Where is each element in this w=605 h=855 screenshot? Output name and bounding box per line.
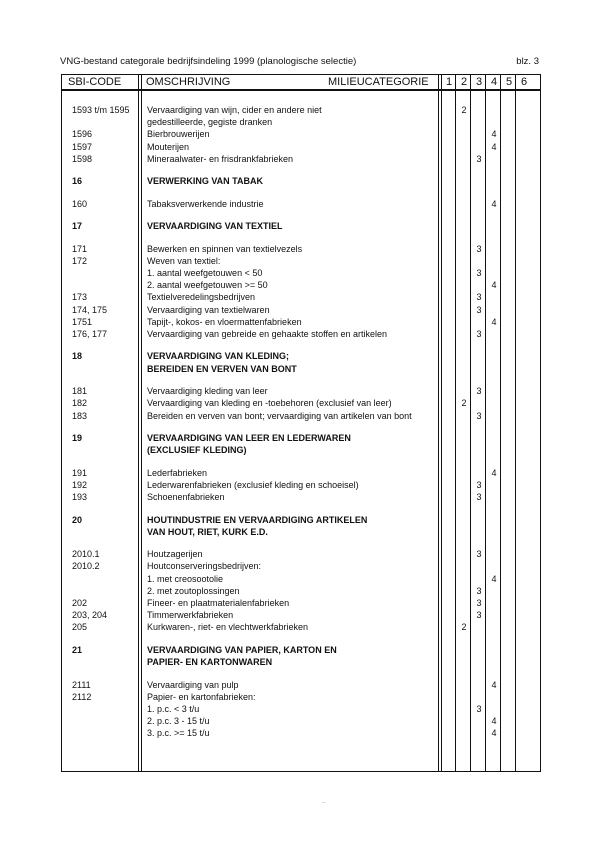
table-row xyxy=(62,279,540,291)
section-row xyxy=(62,350,540,362)
milieu-category: 4 xyxy=(491,198,497,209)
description: (EXCLUSIEF KLEDING) xyxy=(147,445,247,456)
document-title: VNG-bestand categorale bedrijfsindeling 1999 (planologische selectie) xyxy=(60,56,357,67)
sbi-code: 2111 xyxy=(72,679,91,690)
sbi-code: 202 xyxy=(72,597,88,608)
sbi-code: 181 xyxy=(72,386,88,397)
row-spacer xyxy=(62,538,540,548)
cat-header-4: 4 xyxy=(490,76,498,88)
milieu-category: 3 xyxy=(476,703,482,714)
description: 2. met zoutoplossingen xyxy=(147,585,240,596)
table-row xyxy=(62,609,540,621)
description: 3. p.c. >= 15 t/u xyxy=(147,728,210,739)
table-row xyxy=(62,679,540,691)
milieu-category: 4 xyxy=(491,316,497,327)
sbi-code: 1597 xyxy=(72,141,93,152)
description: Lederfabrieken xyxy=(147,467,208,478)
description: Bereiden en verven van bont; vervaardiging van artikelen van bont xyxy=(147,410,412,421)
sbi-code: 193 xyxy=(72,492,88,503)
sbi-code: 172 xyxy=(72,255,88,266)
row-spacer xyxy=(62,340,540,350)
milieu-category: 3 xyxy=(476,386,482,397)
sbi-code: 192 xyxy=(72,479,88,490)
description: Tabaksverwerkende industrie xyxy=(147,198,264,209)
description: 1. p.c. < 3 t/u xyxy=(147,703,200,714)
table-row xyxy=(62,715,540,727)
row-spacer xyxy=(62,375,540,385)
sbi-code: 191 xyxy=(72,467,88,478)
milieu-category: 4 xyxy=(491,280,497,291)
description: Mineraalwater- en frisdrankfabrieken xyxy=(147,153,294,164)
milieu-category: 2 xyxy=(461,105,467,115)
description: VAN HOUT, RIET, KURK E.D. xyxy=(147,526,268,537)
description: VERVAARDIGING VAN KLEDING; xyxy=(147,351,290,362)
sbi-code: 21 xyxy=(72,644,83,655)
description: Papier- en kartonfabrieken: xyxy=(147,691,256,702)
col-code-header: SBI-CODE xyxy=(68,76,122,88)
section-row xyxy=(62,432,540,444)
header-divider xyxy=(62,89,540,91)
table-row xyxy=(62,585,540,597)
milieu-category: 3 xyxy=(476,410,482,421)
table-row xyxy=(62,621,540,633)
table-row xyxy=(62,573,540,585)
cat-header-1: 1 xyxy=(445,76,453,88)
section-row xyxy=(62,514,540,526)
table-row xyxy=(62,397,540,409)
col-desc-header: OMSCHRIJVING xyxy=(146,76,231,88)
sbi-code: 20 xyxy=(72,514,83,525)
sbi-code: 16 xyxy=(72,176,83,187)
classification-table xyxy=(61,74,541,772)
milieu-category: 3 xyxy=(476,153,482,164)
table-row xyxy=(62,691,540,703)
cat-header-3: 3 xyxy=(475,76,483,88)
description: Fineer- en plaatmaterialenfabrieken xyxy=(147,597,290,608)
description: Vervaardiging van gebreide en gehaakte stoffen en artikelen xyxy=(147,329,388,339)
description: 1. met creosootolie xyxy=(147,573,224,584)
table-body xyxy=(62,104,540,739)
description: Houtconserveringsbedrijven: xyxy=(147,561,262,572)
table-row xyxy=(62,328,540,340)
sbi-code: 171 xyxy=(72,243,88,254)
sbi-code: 18 xyxy=(72,351,83,362)
milieu-category: 3 xyxy=(476,268,482,279)
description: Mouterijen xyxy=(147,141,190,152)
description: Vervaardiging van kleding en -toebehoren (exclusief van leer) xyxy=(147,398,392,409)
section-row xyxy=(62,444,540,456)
table-row xyxy=(62,255,540,267)
description: Tapijt-, kokos- en vloermattenfabrieken xyxy=(147,316,302,327)
table-row xyxy=(62,479,540,491)
sbi-code: 2112 xyxy=(72,691,92,702)
table-row xyxy=(62,410,540,422)
cat-header-2: 2 xyxy=(460,76,468,88)
table-row xyxy=(62,291,540,303)
table-row xyxy=(62,316,540,328)
milieu-category: 4 xyxy=(491,129,497,140)
table-row xyxy=(62,727,540,739)
sbi-code: 2010.2 xyxy=(72,561,100,572)
sbi-code: 203, 204 xyxy=(72,610,108,621)
milieu-category: 4 xyxy=(491,141,497,152)
page-number: blz. 3 xyxy=(516,56,539,67)
milieu-category: 4 xyxy=(491,573,497,584)
row-spacer xyxy=(62,232,540,242)
description: VERVAARDIGING VAN TEXTIEL xyxy=(147,221,283,232)
row-spacer xyxy=(62,634,540,644)
description: VERVAARDIGING VAN PAPIER, KARTON EN xyxy=(147,644,337,655)
table-row xyxy=(62,467,540,479)
sbi-code: 205 xyxy=(72,622,88,633)
section-row xyxy=(62,526,540,538)
milieu-category: 3 xyxy=(476,610,482,621)
table-row xyxy=(62,116,540,128)
section-row xyxy=(62,220,540,232)
table-row xyxy=(62,560,540,572)
sbi-code: 2010.1 xyxy=(72,549,100,560)
description: Weven van textiel: xyxy=(147,255,221,266)
table-row xyxy=(62,597,540,609)
section-row xyxy=(62,363,540,375)
description: 2. p.c. 3 - 15 t/u xyxy=(147,716,210,727)
row-spacer xyxy=(62,503,540,513)
description: VERVAARDIGING VAN LEER EN LEDERWAREN xyxy=(147,433,351,444)
sbi-code: 160 xyxy=(72,198,88,209)
milieu-category: 3 xyxy=(476,585,482,596)
description: Textielveredelingsbedrijven xyxy=(147,292,256,303)
milieu-category: 3 xyxy=(476,329,482,339)
section-row xyxy=(62,644,540,656)
milieu-category: 3 xyxy=(476,597,482,608)
table-row xyxy=(62,141,540,153)
table-row xyxy=(62,548,540,560)
sbi-code: 176, 177 xyxy=(72,329,108,339)
description: HOUTINDUSTRIE EN VERVAARDIGING ARTIKELEN xyxy=(147,514,368,525)
milieu-category: 4 xyxy=(491,716,497,727)
milieu-category: 3 xyxy=(476,304,482,315)
milieu-category: 3 xyxy=(476,492,482,503)
description: BEREIDEN EN VERVEN VAN BONT xyxy=(147,363,297,374)
description: VERWERKING VAN TABAK xyxy=(147,176,264,187)
milieu-category: 3 xyxy=(476,479,482,490)
footer-mark: -- xyxy=(322,800,326,806)
milieu-category: 3 xyxy=(476,549,482,560)
row-spacer xyxy=(62,165,540,175)
description: Timmerwerkfabrieken xyxy=(147,610,234,621)
description: Lederwarenfabrieken (exclusief kleding en schoeisel) xyxy=(147,479,359,490)
description: PAPIER- EN KARTONWAREN xyxy=(147,657,273,668)
row-spacer xyxy=(62,422,540,432)
cat-header-5: 5 xyxy=(505,76,513,88)
milieu-category: 3 xyxy=(476,243,482,254)
description: Vervaardiging kleding van leer xyxy=(147,386,268,397)
milieu-category: 4 xyxy=(491,467,497,478)
milieu-category: 2 xyxy=(461,398,467,409)
description: gedestilleerde, gegiste dranken xyxy=(147,117,273,128)
cat-header-6: 6 xyxy=(520,76,528,88)
table-row xyxy=(62,304,540,316)
table-row xyxy=(62,153,540,165)
table-row xyxy=(62,267,540,279)
description: 2. aantal weefgetouwen >= 50 xyxy=(147,280,268,291)
row-spacer xyxy=(62,668,540,678)
description: Bierbrouwerijen xyxy=(147,129,210,140)
sbi-code: 173 xyxy=(72,292,88,303)
description: Kurkwaren-, riet- en vlechtwerkfabrieken xyxy=(147,622,309,633)
description: Vervaardiging van wijn, cider en andere niet xyxy=(147,105,322,115)
table-row xyxy=(62,128,540,140)
milieu-category: 3 xyxy=(476,292,482,303)
description: Bewerken en spinnen van textielvezels xyxy=(147,243,303,254)
row-spacer xyxy=(62,456,540,466)
description: Vervaardiging van textielwaren xyxy=(147,304,270,315)
table-row xyxy=(62,703,540,715)
col-milieu-header: MILIEUCATEGORIE xyxy=(328,76,429,88)
sbi-code: 1596 xyxy=(72,129,93,140)
page-header xyxy=(60,56,539,70)
sbi-code: 1751 xyxy=(72,316,93,327)
sbi-code: 17 xyxy=(72,221,83,232)
sbi-code: 174, 175 xyxy=(72,304,108,315)
description: Schoenenfabrieken xyxy=(147,492,225,503)
table-row xyxy=(62,243,540,255)
table-row xyxy=(62,491,540,503)
sbi-code: 1598 xyxy=(72,153,93,164)
description: Houtzagerijen xyxy=(147,549,203,560)
table-row xyxy=(62,385,540,397)
row-spacer xyxy=(62,210,540,220)
sbi-code: 1593 t/m 1595 xyxy=(72,105,130,115)
table-row xyxy=(62,104,540,116)
milieu-category: 4 xyxy=(491,728,497,739)
section-row xyxy=(62,656,540,668)
sbi-code: 182 xyxy=(72,398,88,409)
description: Vervaardiging van pulp xyxy=(147,679,239,690)
row-spacer xyxy=(62,187,540,197)
description: 1. aantal weefgetouwen < 50 xyxy=(147,268,263,279)
sbi-code: 183 xyxy=(72,410,88,421)
table-row xyxy=(62,198,540,210)
milieu-category: 2 xyxy=(461,622,467,633)
section-row xyxy=(62,175,540,187)
sbi-code: 19 xyxy=(72,433,83,444)
milieu-category: 4 xyxy=(491,679,497,690)
